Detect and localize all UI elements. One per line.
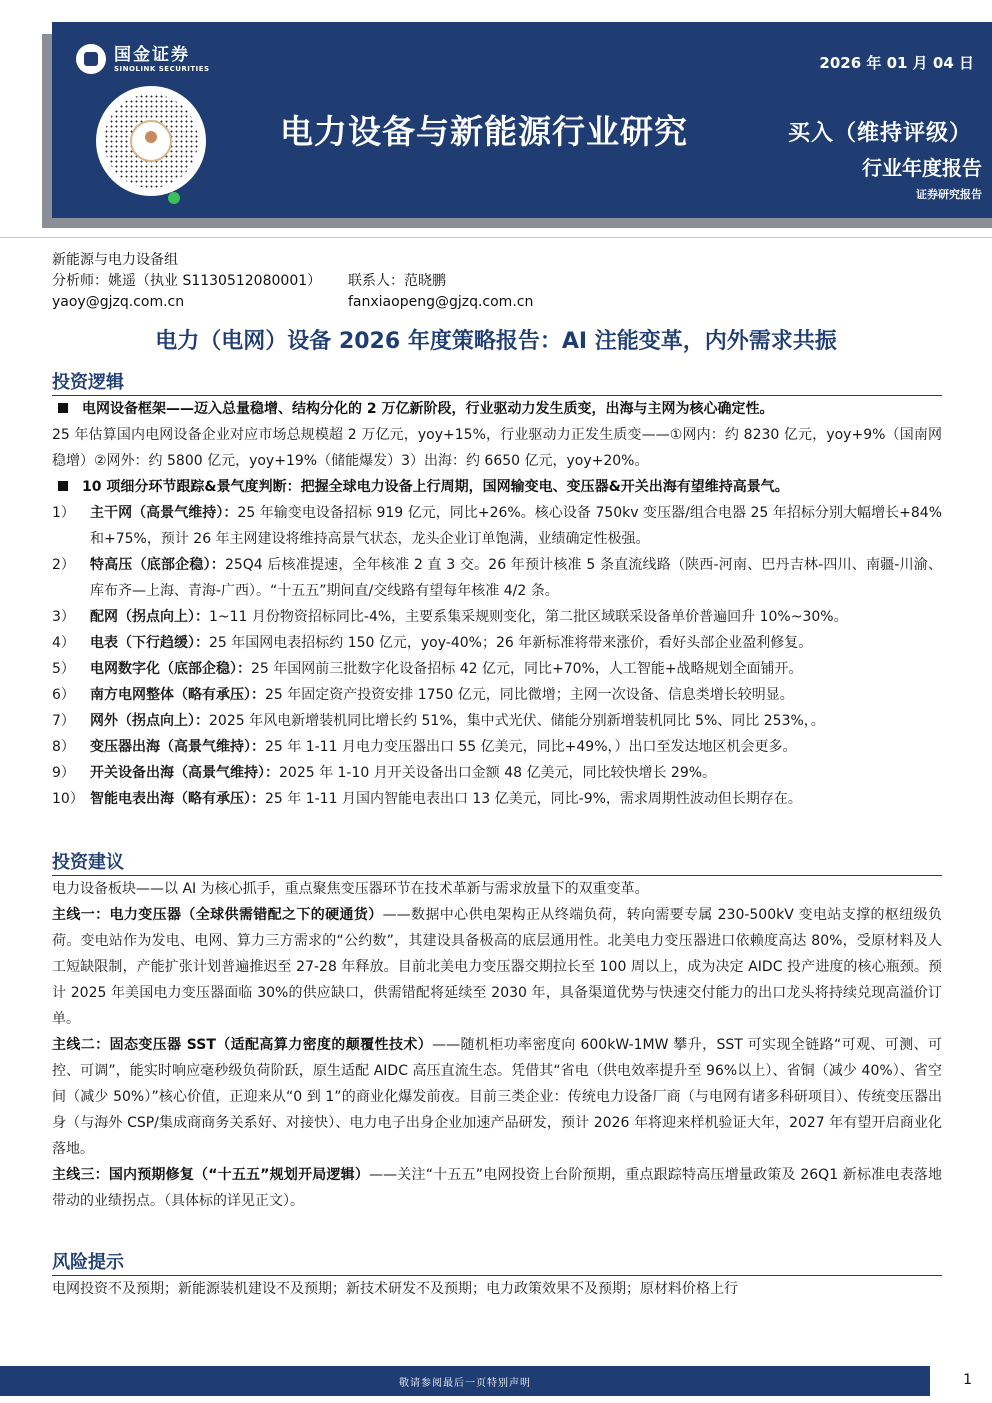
report-subtype: 证券研究报告 (916, 188, 982, 201)
header-divider (0, 237, 992, 238)
analyst-name: 分析师：姚遥（执业 S1130512080001） (52, 273, 322, 289)
bullet-icon (58, 403, 68, 413)
list-item: 5） 电网数字化（底部企稳）：25 年国网前三批数字化设备招标 42 亿元，同比+70%，人工智能+战略规划全面铺开。 (52, 661, 803, 677)
company-logo (76, 44, 210, 74)
section-heading-risk: 风险提示 (52, 1252, 124, 1273)
report-date: 2026 年 01 月 04 日 (819, 54, 974, 72)
page-number: 1 (963, 1372, 972, 1388)
advice-body (52, 876, 942, 1214)
bullet-icon (58, 481, 68, 491)
list-item: 3） 配网（拐点向上）：1~11 月份物资招标同比-4%，主要系集采规则变化，第二批区域联采设备单价普遍回升 10%~30%。 (52, 609, 848, 625)
list-item: 8） 变压器出海（高景气维持）：25 年 1-11 月电力变压器出口 55 亿美元，同比+49%，）出口至发达地区机会更多。 (52, 739, 797, 755)
list-item: 4） 电表（下行趋缓）：25 年国网电表招标约 150 亿元，yoy-40%；26 年新标准将带来涨价，看好头部企业盈利修复。 (52, 635, 813, 651)
risk-text: 电网投资不及预期；新能源装机建设不及预期；新技术研发不及预期；电力政策效果不及预期；原材料价格上行 (52, 1281, 738, 1297)
list-item: 10） 智能电表出海（略有承压）：25 年 1-11 月国内智能电表出口 13 亿美元，同比-9%，需求周期性波动但长期存在。 (52, 791, 802, 807)
mainline-2: 主线二：固态变压器 SST（适配高算力密度的颠覆性技术）——随机柜功率密度向 600kW-1MW 攀升，SST 可实现全链路“可观、可测、可控、可调”，能实时响应毫秒级负荷阶跃，原生适配 AIDC 高压直流生态。凭借其“省电（供电效率提升至 96%以上）、省铜（减少 40%）、省空间（减少 50%）”核心价值，正迎来从“0 到 1”的商业化爆发前夜。目前三类企业：传统电力设备厂商（与电网有诸多科研项目）、传统变压器出身（与海外 CSP/集成商商务关系好、对接快）、电力电子出身企业加速产品研发，预计 2026 年将迎来样机验证大年，2027 年有望开启商业化落地。 (52, 1037, 942, 1157)
contact-email[interactable]: fanxiaopeng@gjzq.com.cn (348, 294, 534, 310)
logic-paragraph-1: 电网设备框架——迈入总量稳增、结构分化的 2 万亿新阶段，行业驱动力发生质变，出海与主网为核心确定性。 25 年估算国内电网设备企业对应市场总规模超 2 万亿元，yoy+15%，行业驱动力正发生质变——①网内：约 8230 亿元，yoy+9%（国南网稳增）②网外：约 5800 亿元，yoy+19%（储能爆发）3）出海：约 6650 亿元，yoy+20%。 10 项细分环节跟踪&景气度判断：把握全球电力设备上行周期，国网输变电、变压器&开关出海有望维持高景气。 (52, 401, 942, 495)
analyst-email[interactable]: yaoy@gjzq.com.cn (52, 294, 185, 310)
list-item: 6） 南方电网整体（略有承压）：25 年固定资产投资安排 1750 亿元，同比微增；主网一次设备、信息类增长较明显。 (52, 687, 794, 703)
list-item: 9） 开关设备出海（高景气维持）：2025 年 1-10 月开关设备出口金额 48 亿美元，同比较快增长 29%。 (52, 765, 717, 781)
header-banner (52, 22, 992, 218)
mainline-3: 主线三：国内预期修复（“十五五”规划开局逻辑）——关注“十五五”电网投资上台阶预期，重点跟踪特高压增量政策及 26Q1 新标准电表落地带动的业绩拐点。（具体标的详见正文）。 (52, 1167, 942, 1209)
rating-badge: 买入（维持评级） (787, 121, 972, 146)
list-item: 2） 特高压（底部企稳）：25Q4 后核准提速，全年核准 2 直 3 交。26 年预计核准 5 条直流线路（陕西-河南、巴丹吉林-四川、南疆-川渝、库布齐—上海、青海-广西）。“十五五”期间直/交线路有望每年核准 4/2 条。 (52, 557, 942, 599)
analyst-block (52, 250, 533, 313)
list-item: 7） 网外（拐点向上）：2025 年风电新增装机同比增长约 51%，集中式光伏、储能分别新增装机同比 5%、同比 253%，。 (52, 713, 825, 729)
mainline-1: 主线一：电力变压器（全球供需错配之下的硬通货）——数据中心供电架构正从终端负荷，转向需要专属 230-500kV 变电站支撑的枢纽级负荷。变电站作为发电、电网、算力三方需求的“公约数”，其建设具备极高的底层通用性。北美电力变压器进口依赖度高达 80%，受原材料及人工短缺限制，产能扩张计划普遍推迟至 27-28 年释放。目前北美电力变压器交期拉长至 100 周以上，成为决定 AIDC 投产进度的核心瓶颈。预计 2025 年美国电力变压器面临 30%的供应缺口，供需错配将延续至 2030 年，具备渠道优势与快速交付能力的出口龙头将持续兑现高溢价订单。 (52, 907, 942, 1027)
section-heading-advice: 投资建议 (52, 852, 124, 873)
logo-name-en: SINOLINK SECURITIES (114, 64, 210, 73)
logo-name-cn: 国金证券 (114, 44, 190, 65)
logic-item-list (52, 500, 942, 812)
footer-notice[interactable]: 敬请参阅最后一页特别声明 (0, 1366, 930, 1396)
strategy-title: 电力（电网）设备 2026 年度策略报告：AI 注能变革，内外需求共振 (155, 329, 837, 354)
report-title: 电力设备与新能源行业研究 (280, 112, 688, 151)
wechat-icon (168, 192, 180, 204)
logo-mark-icon (76, 44, 106, 74)
report-type: 行业年度报告 (862, 156, 982, 180)
qr-code-icon (96, 86, 206, 196)
analyst-group: 新能源与电力设备组 (52, 252, 178, 268)
contact-name: 联系人：范晓鹏 (348, 273, 446, 289)
list-item: 1） 主干网（高景气维持）：25 年输变电设备招标 919 亿元，同比+26%。核心设备 750kv 变压器/组合电器 25 年招标分别大幅增长+84%和+75%，预计 26 年主网建设将维持高景气状态，龙头企业订单饱满，业绩确定性极强。 (52, 505, 943, 547)
advice-intro: 电力设备板块——以 AI 为核心抓手，重点聚焦变压器环节在技术革新与需求放量下的双重变革。 (52, 881, 649, 897)
section-heading-logic: 投资逻辑 (52, 372, 124, 393)
